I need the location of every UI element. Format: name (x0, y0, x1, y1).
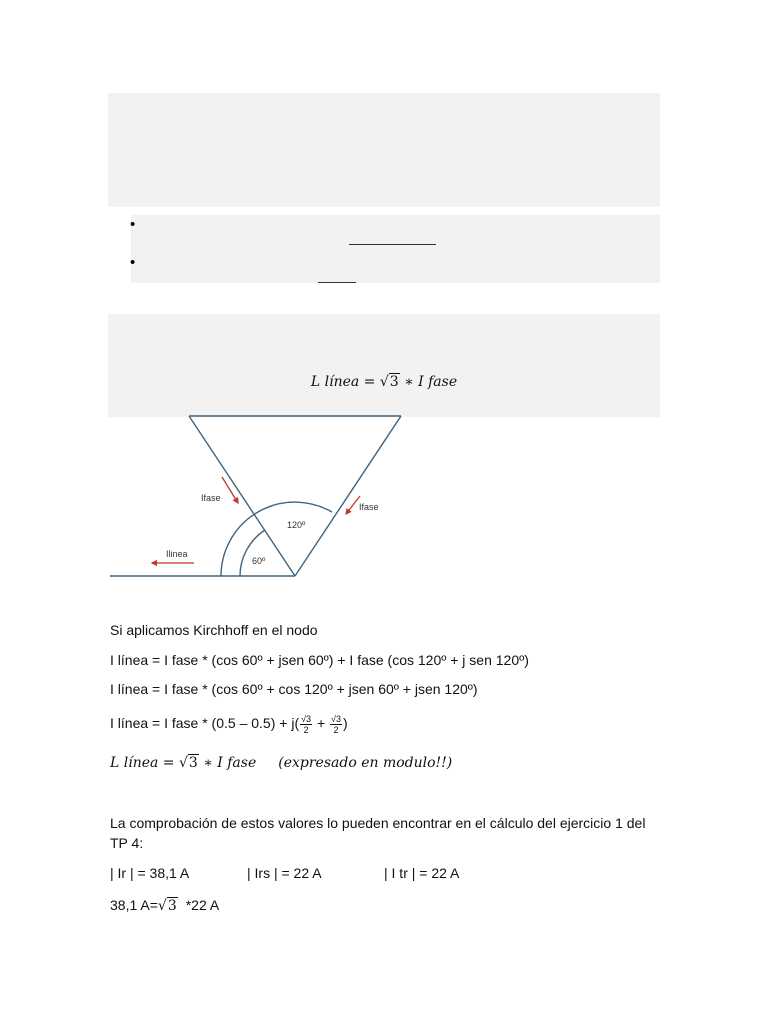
comprobacion-paragraph: La comprobación de estos valores lo pueden encontrar en el cálculo del ejercicio 1 del TP 4: (110, 815, 646, 851)
value-itr: | I tr | = 22 A (384, 865, 460, 881)
value-ir: | Ir | = 38,1 A (110, 865, 190, 881)
eq4-note: (expresado en modulo!!) (278, 755, 453, 771)
eq3-frac1-den: 2 (303, 724, 309, 735)
label-angle-60: 60º (252, 556, 266, 566)
final-check (110, 895, 219, 916)
equation-3 (110, 713, 348, 735)
formula-equals: = (359, 374, 380, 390)
eq4-sqrt: √3 (179, 755, 198, 771)
eq3-plus: + (313, 715, 330, 731)
eq3-frac2-num: √3 (331, 713, 341, 724)
formula-radicand: 3 (389, 374, 399, 390)
bullet-1: • (130, 216, 136, 233)
eq4-equals: = (158, 755, 179, 771)
equation-1: I línea = I fase * (cos 60º + jsen 60º) + I fase (cos 120º + j sen 120º) (110, 652, 529, 668)
label-angle-120: 120º (287, 520, 306, 530)
equation-4 (110, 753, 452, 773)
label-ilinea: Ilinea (166, 549, 188, 559)
final-radicand: 3 (167, 898, 177, 914)
angle-arc-120 (221, 502, 332, 576)
arrow-ifase-right (346, 496, 360, 514)
final-equals: = (149, 897, 158, 913)
eq3-suffix: ) (342, 715, 348, 731)
eq3-frac2-den: 2 (333, 724, 339, 735)
formula-operator: ∗ (399, 374, 419, 390)
final-rhs: *22 A (185, 897, 220, 913)
final-lhs: 38,1 A (110, 897, 150, 913)
eq3-fraction-2 (330, 714, 342, 735)
label-ifase-left: Ifase (201, 493, 221, 503)
label-ifase-right: Ifase (359, 502, 379, 512)
formula-lhs: L línea (310, 374, 360, 390)
triangle-outline (110, 416, 401, 576)
eq4-radicand: 3 (188, 755, 198, 771)
formula-sqrt: √3 (379, 374, 399, 390)
value-irs: | Irs | = 22 A (247, 865, 322, 881)
eq3-prefix: I línea = I fase * (0.5 – 0.5) + j( (110, 715, 300, 731)
formula-rhs: I fase (418, 374, 458, 390)
eq3-fraction-1 (300, 714, 312, 735)
eq3-frac1-num: √3 (301, 713, 312, 724)
triangle-right-side (295, 416, 401, 576)
angle-arc-60 (240, 530, 265, 576)
bullet-2: • (130, 254, 136, 271)
eq4-operator: ∗ (198, 755, 218, 771)
arrow-ifase-left (222, 477, 238, 503)
final-sqrt: √3 (157, 898, 177, 914)
eq4-rhs: I fase (217, 755, 257, 771)
kirchhoff-intro: Si aplicamos Kirchhoff en el nodo (110, 622, 318, 638)
eq4-lhs: L línea (110, 755, 159, 771)
equation-2: I línea = I fase * (cos 60º + cos 120º + jsen 60º + jsen 120º) (110, 681, 478, 697)
